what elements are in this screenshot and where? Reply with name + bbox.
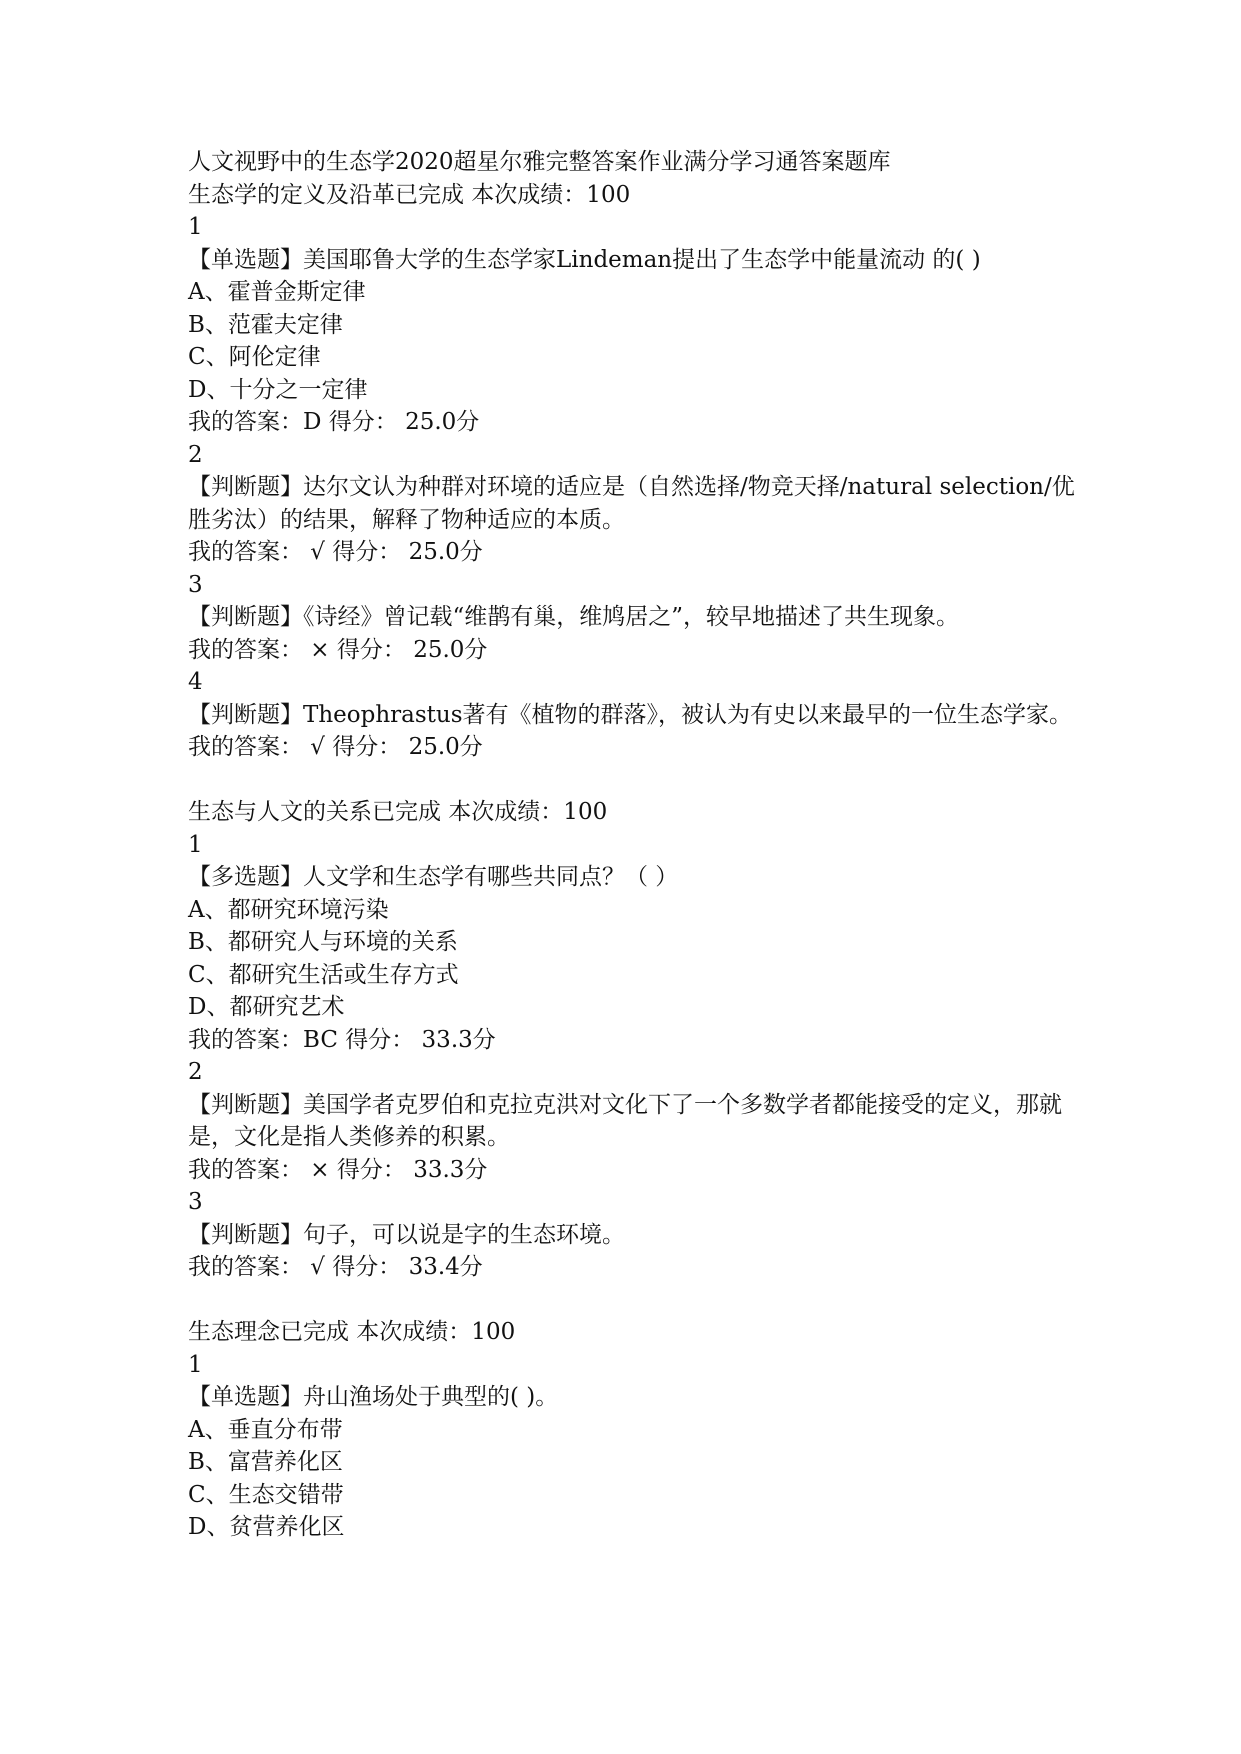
question-number: 4 xyxy=(188,669,203,695)
option-c: C、阿伦定律 xyxy=(188,344,321,370)
option-d: D、贫营养化区 xyxy=(188,1514,345,1540)
my-answer: 我的答案： √ 得分： 25.0分 xyxy=(188,539,483,565)
my-answer: 我的答案： √ 得分： 33.4分 xyxy=(188,1254,483,1280)
question-stem: 【多选题】人文学和生态学有哪些共同点？（ ） xyxy=(188,864,679,890)
my-answer: 我的答案： √ 得分： 25.0分 xyxy=(188,734,483,760)
question-item xyxy=(188,439,1088,569)
option-b: B、都研究人与环境的关系 xyxy=(188,929,458,955)
option-a: A、霍普金斯定律 xyxy=(188,279,366,305)
question-item xyxy=(188,569,1088,667)
option-b: B、范霍夫定律 xyxy=(188,311,343,338)
question-number: 1 xyxy=(188,1351,203,1378)
option-d: D、都研究艺术 xyxy=(188,994,345,1020)
section-heading: 生态学的定义及沿革已完成 本次成绩：100 xyxy=(188,181,631,208)
question-number: 1 xyxy=(188,831,203,858)
question-number: 2 xyxy=(188,1059,203,1085)
question-item xyxy=(188,1186,1088,1284)
question-item xyxy=(188,1056,1088,1186)
question-item xyxy=(188,211,1088,439)
option-d: D、十分之一定律 xyxy=(188,376,368,403)
question-number: 3 xyxy=(188,571,203,598)
option-c: C、生态交错带 xyxy=(188,1481,344,1508)
my-answer: 我的答案： × 得分： 25.0分 xyxy=(188,636,488,663)
question-stem: 【判断题】美国学者克罗伯和克拉克洪对文化下了一个多数学者都能接受的定义，那就是，文化是指人类修养的积累。 xyxy=(188,1091,1062,1150)
option-b: B、富营养化区 xyxy=(188,1449,343,1475)
document-page xyxy=(188,146,1088,1544)
section-ecology-definition xyxy=(188,179,1088,764)
document-title: 人文视野中的生态学2020超星尔雅完整答案作业满分学习通答案题库 xyxy=(188,149,891,175)
option-a: A、垂直分布带 xyxy=(188,1416,343,1443)
question-stem: 【判断题】达尔文认为种群对环境的适应是（自然选择/物竞天择/natural selection/优胜劣汰）的结果，解释了物种适应的本质。 xyxy=(188,474,1075,533)
question-stem: 【单选题】美国耶鲁大学的生态学家Lindeman提出了生态学中能量流动 的( ) xyxy=(188,246,981,273)
section-heading: 生态理念已完成 本次成绩：100 xyxy=(188,1319,516,1345)
question-number: 3 xyxy=(188,1189,203,1215)
question-stem: 【判断题】Theophrastus著有《植物的群落》，被认为有史以来最早的一位生态学家。 xyxy=(188,701,1073,728)
my-answer: 我的答案：D 得分： 25.0分 xyxy=(188,409,480,435)
question-item xyxy=(188,829,1088,1057)
question-item xyxy=(188,666,1088,764)
question-number: 1 xyxy=(188,214,203,240)
section-ecology-humanities xyxy=(188,796,1088,1284)
section-heading: 生态与人文的关系已完成 本次成绩：100 xyxy=(188,799,608,825)
my-answer: 我的答案：BC 得分： 33.3分 xyxy=(188,1026,496,1053)
section-ecological-concept xyxy=(188,1316,1088,1544)
question-stem: 【判断题】《诗经》曾记载“维鹊有巢，维鸠居之”，较早地描述了共生现象。 xyxy=(188,604,960,630)
question-stem: 【单选题】舟山渔场处于典型的( )。 xyxy=(188,1384,559,1410)
question-stem: 【判断题】句子，可以说是字的生态环境。 xyxy=(188,1221,625,1248)
my-answer: 我的答案： × 得分： 33.3分 xyxy=(188,1156,488,1183)
question-number: 2 xyxy=(188,441,203,468)
option-a: A、都研究环境污染 xyxy=(188,896,389,923)
question-item xyxy=(188,1349,1088,1544)
option-c: C、都研究生活或生存方式 xyxy=(188,961,459,988)
